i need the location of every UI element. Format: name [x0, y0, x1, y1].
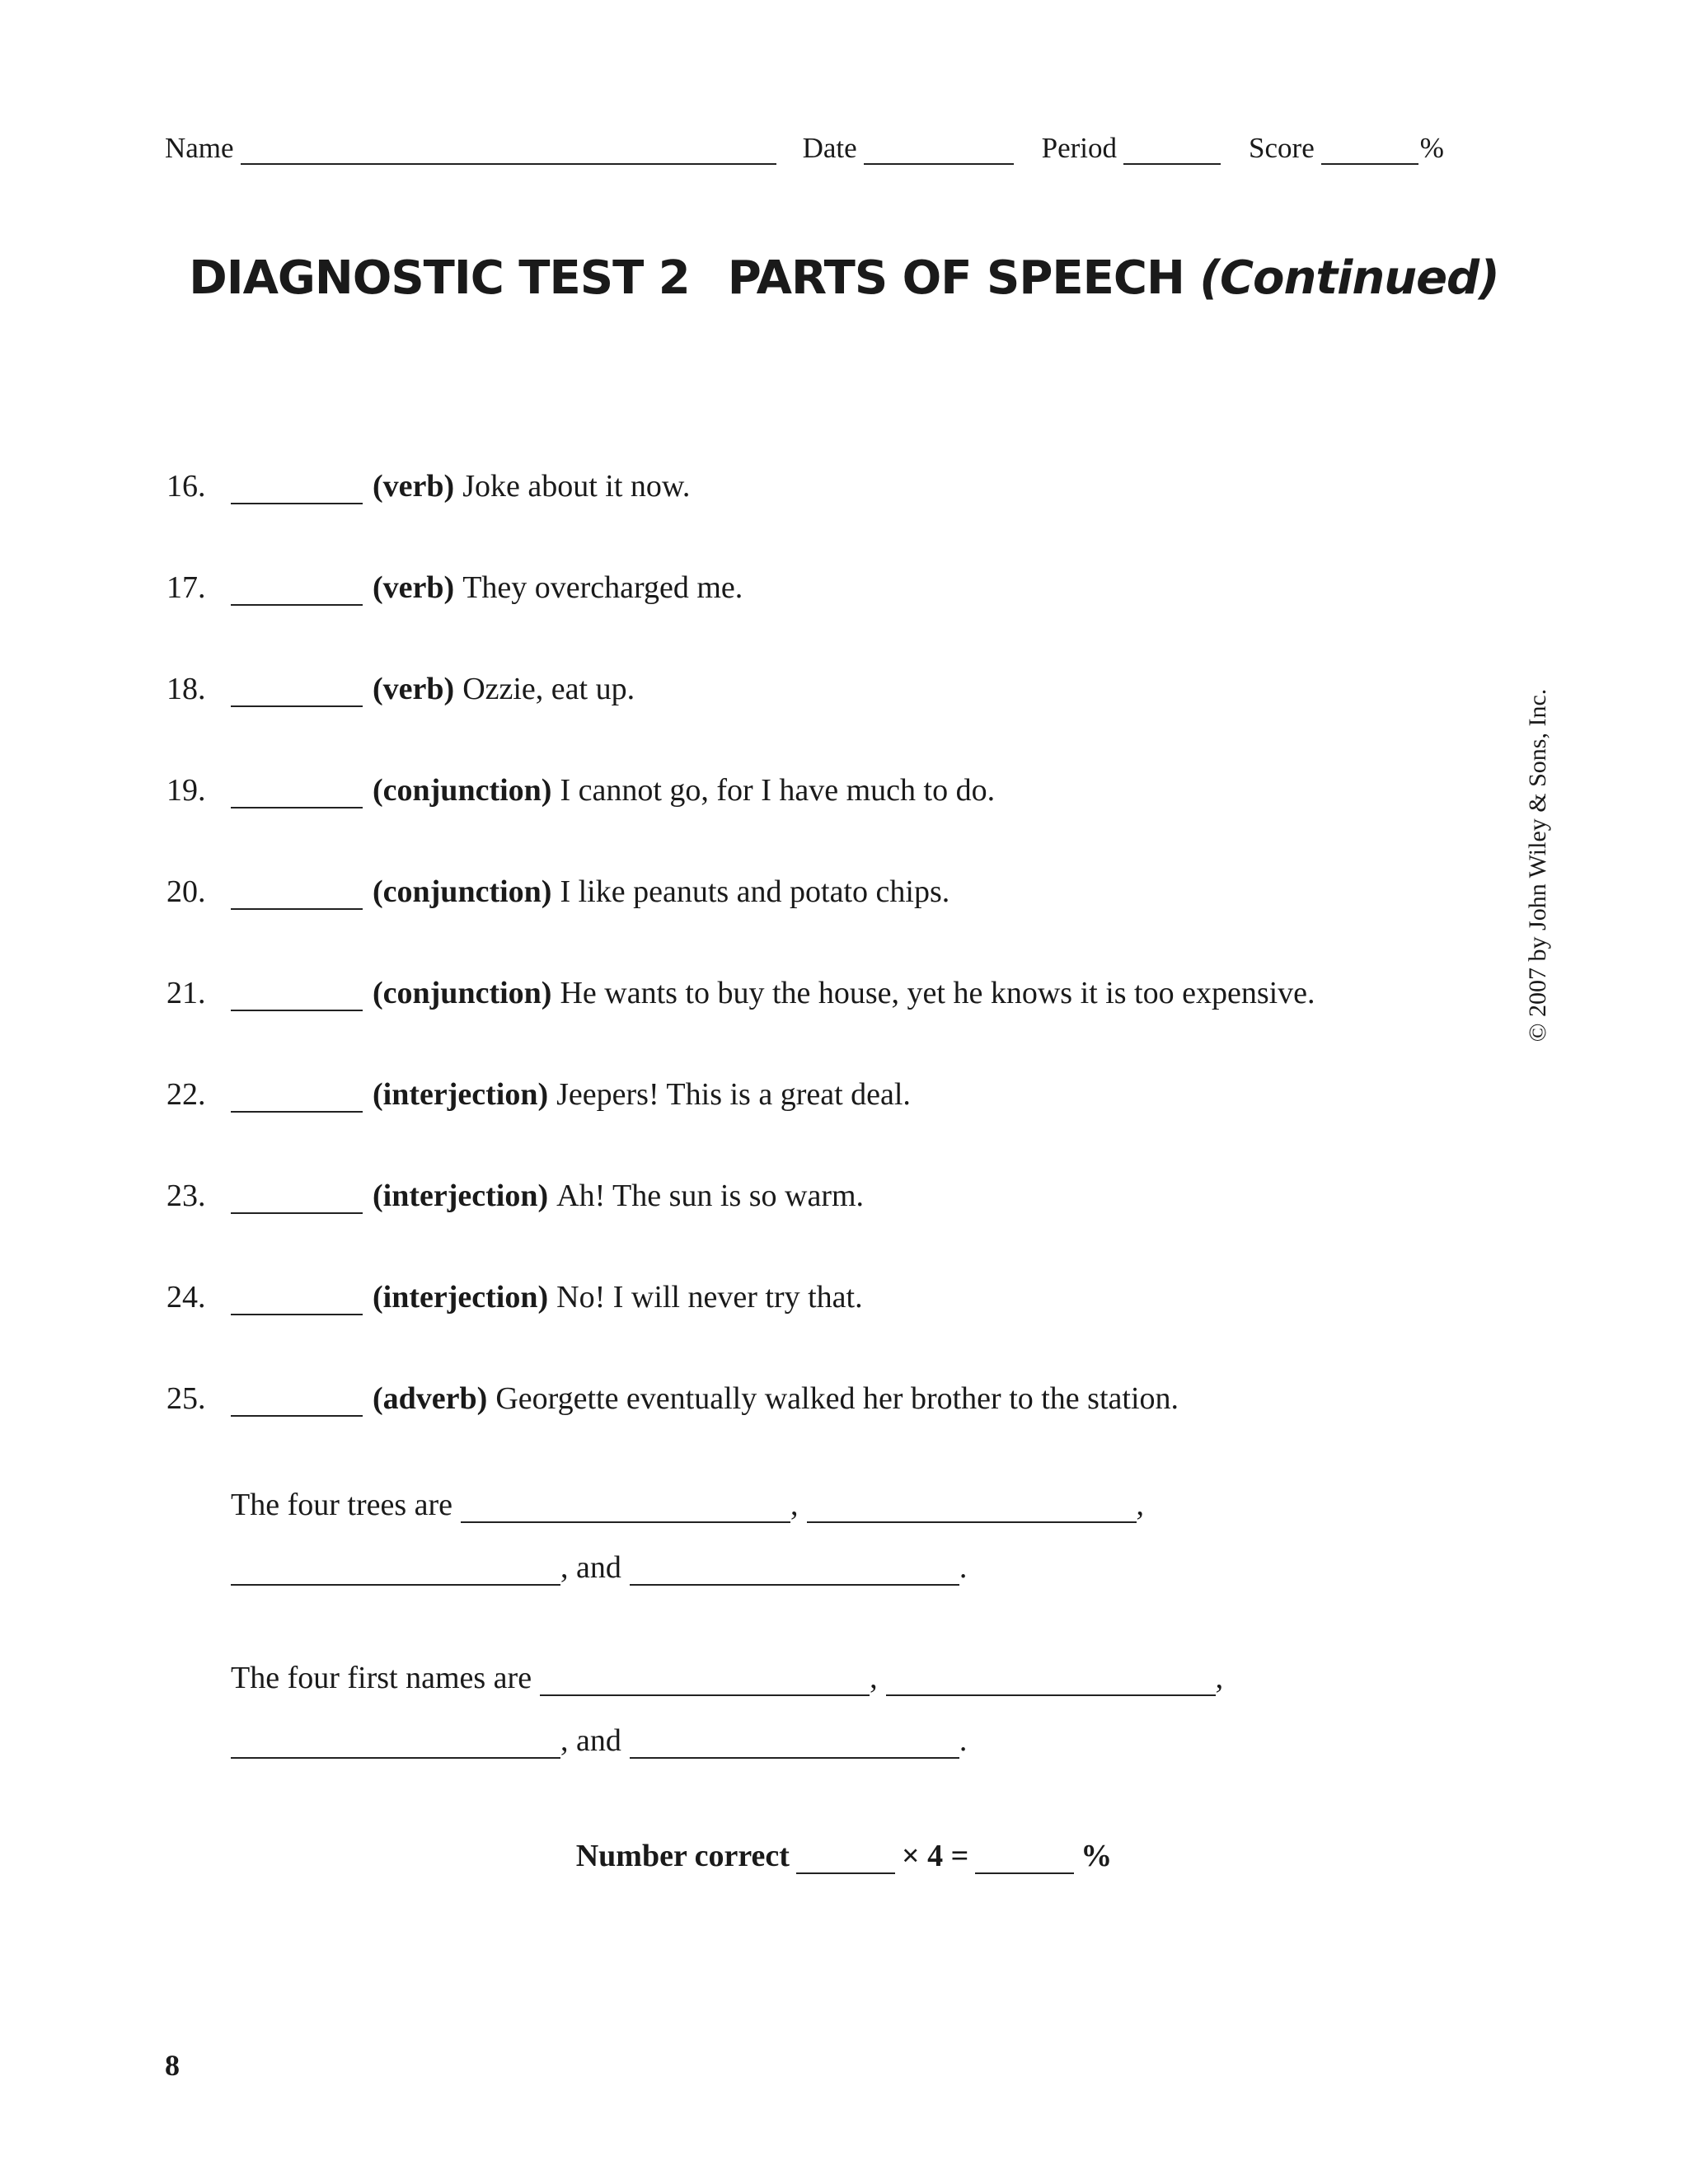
question-sentence: He wants to buy the house, yet he knows it is too expensive. — [560, 976, 1315, 1010]
question-sentence: Jeepers! This is a great deal. — [556, 1077, 911, 1112]
trees-line-2 — [231, 1544, 967, 1586]
question-24 — [166, 1274, 863, 1315]
score-suffix: % — [1419, 132, 1444, 164]
name-blank-2[interactable] — [886, 1666, 1216, 1696]
period-label: Period — [1041, 132, 1118, 164]
question-number: 17. — [166, 570, 206, 605]
answer-blank-18[interactable] — [231, 677, 363, 707]
names-line-1 — [231, 1655, 1223, 1696]
question-16 — [166, 463, 690, 504]
tree-blank-3[interactable] — [231, 1556, 560, 1586]
answer-blank-20[interactable] — [231, 880, 363, 910]
question-sentence: Ozzie, eat up. — [462, 672, 635, 706]
question-17 — [166, 565, 743, 606]
question-sentence: I cannot go, for I have much to do. — [560, 773, 996, 808]
part-of-speech: (verb) — [373, 469, 455, 504]
question-number: 21. — [166, 976, 206, 1010]
title-main: DIAGNOSTIC TEST 2 — [189, 251, 690, 305]
question-25 — [166, 1376, 1179, 1417]
name-field — [165, 132, 776, 165]
question-sentence: They overcharged me. — [462, 570, 743, 605]
answer-blank-25[interactable] — [231, 1387, 363, 1417]
answer-blank-24[interactable] — [231, 1286, 363, 1315]
period-field — [1042, 132, 1221, 165]
part-of-speech: (conjunction) — [373, 976, 552, 1010]
number-correct-blank[interactable] — [796, 1844, 895, 1874]
question-sentence: Joke about it now. — [462, 469, 691, 504]
question-number: 16. — [166, 469, 206, 504]
answer-blank-16[interactable] — [231, 475, 363, 504]
score-line — [0, 1838, 1688, 1874]
answer-blank-23[interactable] — [231, 1184, 363, 1214]
part-of-speech: (conjunction) — [373, 874, 552, 909]
period-input-line[interactable] — [1123, 135, 1221, 165]
date-input-line[interactable] — [864, 135, 1014, 165]
question-sentence: Ah! The sun is so warm. — [556, 1179, 865, 1213]
answer-blank-17[interactable] — [231, 576, 363, 606]
name-label: Name — [165, 132, 234, 164]
question-number: 19. — [166, 773, 206, 808]
question-22 — [166, 1071, 911, 1113]
question-sentence: I like peanuts and potato chips. — [560, 874, 950, 909]
page-title — [0, 251, 1688, 305]
part-of-speech: (interjection) — [373, 1077, 549, 1112]
names-line-2 — [231, 1718, 967, 1759]
score-label: Score — [1249, 132, 1315, 164]
name-blank-4[interactable] — [630, 1729, 959, 1759]
question-number: 20. — [166, 874, 206, 909]
names-period: . — [959, 1723, 968, 1758]
part-of-speech: (interjection) — [373, 1280, 549, 1315]
trees-lead: The four trees are — [231, 1488, 453, 1522]
answer-blank-22[interactable] — [231, 1083, 363, 1113]
tree-blank-4[interactable] — [630, 1556, 959, 1586]
question-20 — [166, 869, 950, 910]
part-of-speech: (conjunction) — [373, 773, 552, 808]
title-subject: PARTS OF SPEECH — [727, 251, 1184, 305]
question-number: 18. — [166, 672, 206, 706]
names-lead: The four first names are — [231, 1661, 532, 1695]
title-continued: (Continued) — [1199, 251, 1499, 305]
question-number: 23. — [166, 1179, 206, 1213]
question-18 — [166, 666, 635, 707]
tree-blank-1[interactable] — [461, 1493, 790, 1523]
names-comma-1: , — [870, 1661, 878, 1695]
trees-period: . — [959, 1550, 968, 1585]
question-19 — [166, 767, 995, 808]
trees-comma-2: , — [1136, 1488, 1145, 1522]
trees-comma-1: , — [790, 1488, 799, 1522]
score-field — [1249, 132, 1444, 165]
answer-blank-19[interactable] — [231, 779, 363, 808]
date-label: Date — [802, 132, 857, 164]
part-of-speech: (adverb) — [373, 1381, 488, 1416]
score-multiplier: × 4 = — [901, 1839, 969, 1873]
name-blank-1[interactable] — [540, 1666, 870, 1696]
question-number: 22. — [166, 1077, 206, 1112]
tree-blank-2[interactable] — [807, 1493, 1137, 1523]
names-and: , and — [560, 1723, 621, 1758]
name-blank-3[interactable] — [231, 1729, 560, 1759]
question-number: 25. — [166, 1381, 206, 1416]
header-fields — [165, 124, 1484, 165]
copyright-notice: © 2007 by John Wiley & Sons, Inc. — [1524, 688, 1551, 1043]
page-number: 8 — [165, 2049, 180, 2082]
part-of-speech: (verb) — [373, 672, 455, 706]
date-field — [803, 132, 1014, 165]
number-correct-label: Number correct — [575, 1839, 790, 1873]
score-input-line[interactable] — [1321, 135, 1418, 165]
question-21 — [166, 970, 1315, 1011]
part-of-speech: (verb) — [373, 570, 455, 605]
trees-and: , and — [560, 1550, 621, 1585]
names-comma-2: , — [1215, 1661, 1224, 1695]
percent-blank[interactable] — [975, 1844, 1074, 1874]
name-input-line[interactable] — [241, 135, 776, 165]
question-sentence: No! I will never try that. — [556, 1280, 863, 1315]
part-of-speech: (interjection) — [373, 1179, 549, 1213]
answer-blank-21[interactable] — [231, 982, 363, 1011]
trees-line-1 — [231, 1482, 1144, 1523]
question-sentence: Georgette eventually walked her brother to the station. — [495, 1381, 1179, 1416]
question-23 — [166, 1173, 864, 1214]
percent-suffix: % — [1081, 1839, 1113, 1873]
question-number: 24. — [166, 1280, 206, 1315]
